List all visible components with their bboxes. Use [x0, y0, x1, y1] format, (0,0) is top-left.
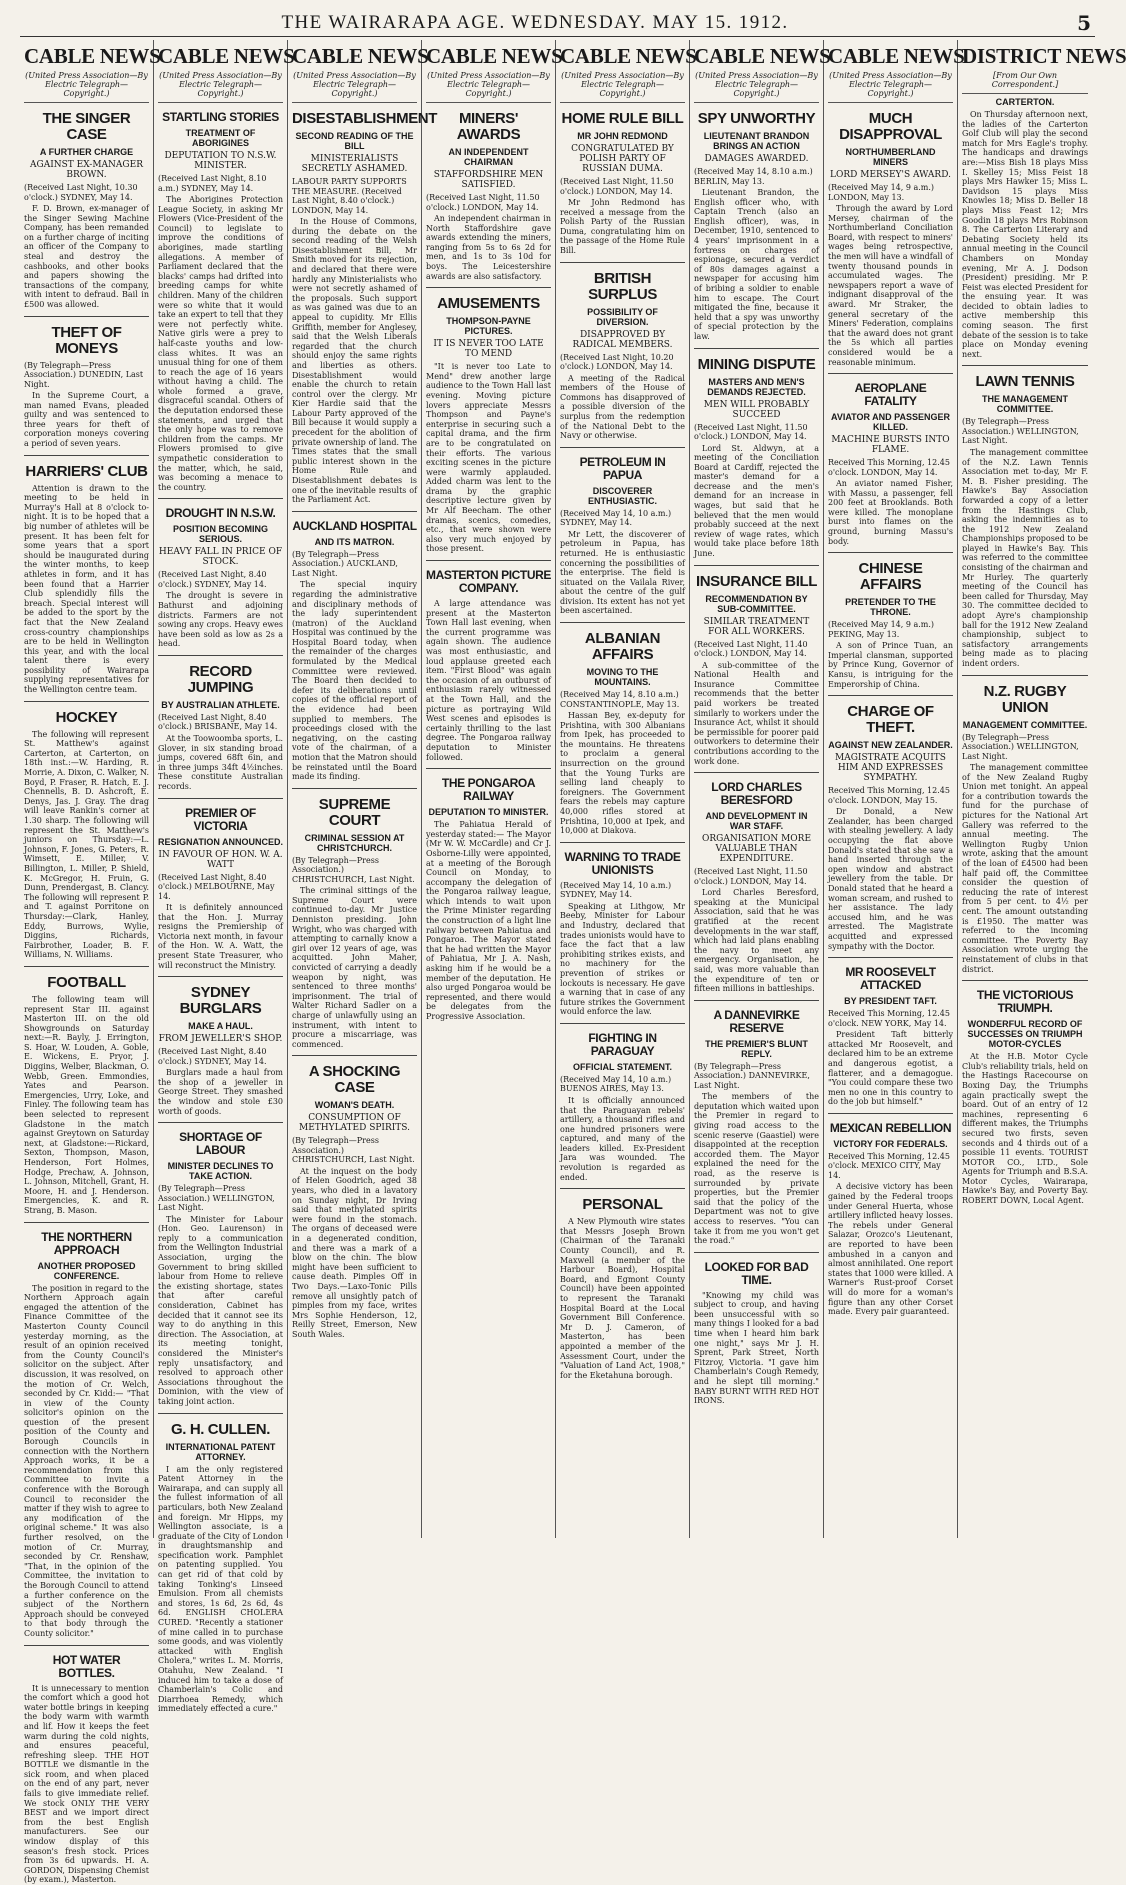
story-dateline: LABOUR PARTY SUPPORTS THE MEASURE. (Received Last Night, 8.40 o'clock.) LONDON, May 14.	[292, 177, 407, 215]
story-divider	[24, 316, 149, 317]
story-subheading: LIEUTENANT BRANDON BRINGS AN ACTION	[703, 131, 810, 151]
columns-container	[20, 40, 1126, 1885]
news-column	[20, 40, 161, 1885]
story-headline: HOME RULE BILL	[561, 110, 684, 127]
story-subheading: NORTHUMBERLAND MINERS	[845, 147, 936, 167]
story-subheading: RECOMMENDATION BY SUB-COMMITTEE.	[705, 593, 808, 614]
story-dateline: (Received Last Night, 10.30 o'clock.) SYDNEY, May 14.	[24, 183, 138, 202]
story-headline: THE PONGAROA RAILWAY	[441, 776, 536, 804]
story-divider	[158, 1122, 283, 1123]
masthead	[20, 10, 1095, 37]
story-dateline: (Received May 14, 10 a.m.) SYDNEY, May 14.	[560, 508, 672, 528]
story-divider	[694, 1000, 819, 1001]
story-body: Lieutenant Brandon, the English officer who, with Captain Trench (also an English officer), was, in December, 1910, sentenced to 4 years' imprisonment in a fortress on charges of espionage, secured a verdict of 80s damages against a newspaper for accusing him of bribing a soldier to enable him to escape. The Court mitigated the fine, because it held that a spy was unworthy of special protection by the law.	[694, 188, 819, 341]
story-dateline: (Received May 14, 10 a.m.) BUENOS AIRES, May 13.	[560, 1074, 672, 1094]
story-subheading: VICTORY FOR FEDERALS.	[833, 1138, 948, 1149]
story-body: The drought is severe in Bathurst and adjoining districts. Farmers are not sowing any crops. Heavy ewes have been sold as low as 2s a head.	[158, 591, 283, 649]
district-news-source: [From Our Own Correspondent.]	[962, 71, 1088, 94]
story-body: President Taft bitterly attacked Mr Roosevelt, and declared him to be an extreme and dangerous egotist, a flatterer, and a demagogue. "You could compare these two men no one in this country to do the job but himself."	[828, 1030, 953, 1107]
story-body: The management committee of the N.Z. Lawn Tennis Association met to-day, Mr F. M. B. Fisher presiding. The Hawke's Bay Association forwarded a copy of a letter from the Hastings Club, asking the indemnities as to the 1912 New Zealand Championships proposed to be played in Hawke's Bay. This was referred to the committee consisting of the chairman and Mr Hurley. The quarterly meeting of the Council has been called for Thursday, May 30. The committee decided to adopt Ayre's championship ball for the 1912 New Zealand championship, subject to satisfactory arrangements being made as to placing indent orders.	[962, 447, 1088, 668]
story-dateline: (By Telegraph—Press Association.) WELLINGTON, Last Night.	[962, 732, 1079, 761]
story-subheading: BY AUSTRALIAN ATHLETE.	[161, 699, 280, 710]
cable-news-header: CABLE NEWS	[560, 44, 697, 68]
story-headline: MASTERTON PICTURE COMPANY.	[426, 568, 551, 596]
news-column	[422, 40, 563, 1538]
story-headline: INSURANCE BILL	[695, 572, 818, 590]
story-headline: THEFT OF MONEYS	[51, 323, 122, 357]
story-dateline: (Received Last Night, 8.40 o'clock.) BRISBANE, May 14.	[158, 712, 278, 732]
story-body: It is officially announced that the Paraguayan rebels' artillery, a thousand rifles and one hundred prisoners were captured, and many of the leaders killed. Ex-President Jara was wounded. The revolution is regarded as ended.	[560, 1095, 685, 1182]
story-body: Attention is drawn to the meeting to be held in Murray's Hall at 8 o'clock to-night. It is to be hoped that a big number of athletes will be present. It has been felt for some years that a sport should be inaugurated during the winter months, to keep athletes in form, and it has been found that a Harrier Club splendidly fills the breach. Special interest will be added to the sport by the fact that the New Zealand cross-country championships are to be held in Wellington this year, and with the local talent there is every possibility of Wairarapa supplying representatives for the Wellington centre team.	[24, 483, 149, 695]
story-divider	[158, 976, 283, 977]
story-headline: THE SINGER CASE	[42, 110, 131, 143]
story-dateline: (Received Last Night, 11.40 o'clock.) LONDON, May 14.	[694, 639, 808, 659]
story-headline: G. H. CULLEN.	[171, 1420, 270, 1438]
story-divider	[560, 447, 685, 448]
cable-news-header: CABLE NEWS	[694, 44, 831, 68]
story-dateline: Received This Morning, 12.45 o'clock. NEW YORK, May 14.	[828, 1009, 950, 1028]
story-subheading-2: LORD MERSEY'S AWARD.	[830, 170, 951, 180]
story-body: A sub-committee of the National Health and Insurance Committee recommends that the better paid workers be treated similarly to workers under the Insurance Act, whilst it should be permissible for poorer paid outworkers to determine their contributions according to the work done.	[694, 660, 819, 766]
story-body: Through the award by Lord Mersey, chairman of the Northumberland Conciliation Board, with respect to miners' wages being retrospective, the men will have a windfall of twenty thousand pounds in accumulated wages. The newspapers report a wave of indignant disapproval of the award. Mr Straker, the general secretary of the Miners' Federation, complains that the award does not grant the 5s which all parties considered would be a reasonable minimum.	[828, 204, 953, 367]
story-body: The members of the deputation which waited upon the Premier in regard to giving road access to the scenic reserve (Gaastiel) were disappointed at the reception accorded them. The Mayor explained the need for the road, as the reserve is surrounded by private properties, but the Premier said that the policy of the Department was not to give access to reserves. "You can take it from me you won't get the road."	[694, 1092, 819, 1246]
story-divider	[158, 1413, 283, 1414]
story-body: F. D. Brown, ex-manager of the Singer Sewing Machine Company, has been remanded on a further charge of inciting an officer of the Company to steal and destroy the cashbooks, and other books and papers showing the transactions of the company, with intent to defraud. Bail in £500 was allowed.	[24, 204, 149, 309]
cable-news-source: (United Press Association—By Electric Telegraph—Copyright.)	[560, 71, 685, 103]
story-subheading: THE MANAGEMENT COMMITTEE.	[982, 394, 1068, 415]
story-divider	[426, 560, 551, 561]
story-divider	[426, 287, 551, 288]
story-headline: PERSONAL	[582, 1196, 663, 1214]
story-divider	[24, 455, 149, 456]
story-dateline: (Received Last Night, 11.50 o'clock.) LONDON, May 14.	[426, 193, 540, 212]
story-headline: AUCKLAND HOSPITAL	[292, 518, 417, 533]
story-body: A son of Prince Tuan, an Imperial clansman, supported by Prince Kung, Governor of Kansu, is intriguing for the Emperorship of China.	[828, 641, 953, 689]
story-body: Lord Charles Beresford, speaking at the Municipal Association, said that he was gratified at the recent developments in the war staff, which had laid plans enabling the navy to meet any emergency. Organisation, he said, was more valuable than the expenditure of ten or fifteen millions in battleships.	[694, 888, 819, 994]
story-headline: AMUSEMENTS	[437, 295, 540, 313]
story-headline: N.Z. RUGBY UNION	[983, 682, 1067, 716]
story-subheading: BY PRESIDENT TAFT.	[844, 996, 937, 1007]
story-subheading-2: IT IS NEVER TOO LATE TO MEND	[433, 339, 544, 360]
story-divider	[292, 1055, 417, 1056]
cable-news-header: CABLE NEWS	[828, 44, 965, 68]
story-divider	[694, 772, 819, 773]
story-headline: A SHOCKING CASE	[308, 1063, 401, 1097]
story-dateline: Received This Morning, 12.45 o'clock. MEXICO CITY, May 14.	[828, 1151, 950, 1180]
story-body: Hassan Bey, ex-deputy for Prishtina, with 300 Albanians from Ipek, has proceeded to the mountains. He threatens to proclaim a general insurrection on the ground that the Young Turks are selling land cheaply to foreigners. The Government fears the rebels may capture 40,000 rifles stored at Prishtina, 10,000 at Ipek, and 10,000 at Diakova.	[560, 711, 685, 836]
story-divider	[292, 788, 417, 789]
story-headline: MINING DISPUTE	[697, 355, 816, 373]
story-body: On Thursday afternoon next, the ladies of the Carterton Golf Club will play the second match for Mrs Eagle's trophy. The handicaps and drawings are:—Miss Bish 18 plays Miss I. Skelley 15; Miss Feist 18 plays Mrs Hawker 15; Miss L. Davidson 15 plays Miss Knowles 18; Miss D. Beller 18 plays Miss Feast 12; Mrs Goodin 18 plays Mrs Robinson 8. The Carterton Literary and Debating Society held its annual meeting in the Council Chambers on Monday evening, Mr A. J. Dodson (President) presiding. Mr P. Feist was elected President for the ensuing year. It was decided to obtain ladies to active membership this coming season. The first debate of the session is to take place on Monday evening next.	[962, 110, 1088, 359]
cable-news-header: CABLE NEWS	[292, 44, 429, 68]
cable-news-source: (United Press Association—By Electric Telegraph—Copyright.)	[292, 71, 417, 103]
story-body: In the Supreme Court, a man named Evans, pleaded guilty and was sentenced to three years for theft of corporation moneys covering a period of seven years.	[24, 391, 149, 448]
story-subheading-2: SIMILAR TREATMENT FOR ALL WORKERS.	[703, 616, 810, 637]
story-divider	[694, 348, 819, 349]
story-subheading: MR JOHN REDMOND	[577, 131, 668, 141]
story-dateline: (By Telegraph—Press Association.) WELLINGTON, Last Night.	[962, 417, 1079, 446]
story-subheading: POSSIBILITY OF DIVERSION.	[587, 306, 658, 327]
story-headline: MUCH DISAPPROVAL	[839, 110, 942, 143]
story-divider	[962, 675, 1088, 676]
story-dateline: (By Telegraph—Press Association.) DUNEDIN, Last Night.	[24, 360, 144, 389]
story-subheading: THE PREMIER'S BLUNT REPLY.	[705, 1038, 808, 1059]
story-divider	[694, 1252, 819, 1253]
story-headline: ALBANIAN AFFAIRS	[584, 630, 661, 664]
story-subheading: CRIMINAL SESSION AT CHRISTCHURCH.	[304, 832, 405, 853]
story-dateline: (Received Last Night, 8.40 o'clock.) MELBOURNE, May 14.	[158, 872, 275, 901]
story-body: The Pahiatua Herald of yesterday stated:— The Mayor (Mr W. W. McCardle) and Cr J. Osborne-Lilly were appointed, at a meeting of the Borough Council on Monday, to accompany the delegation of the Pongaroa railway league, which intends to wait upon the Prime Minister regarding the construction of a light line railway between Pahiatua and Pongaroa. The Mayor stated that he had written the Mayor of Pahiatua, Mr J. A. Nash, asking him if he would be a member of the deputation. He also urged Pongaroa would be represented, and there would be delegates from the Progressive Association.	[426, 820, 551, 1021]
story-headline: PETROLEUM IN PAPUA	[579, 454, 666, 482]
story-divider	[828, 695, 953, 696]
story-subheading-2: CONSUMPTION OF METHYLATED SPIRITS.	[298, 1113, 411, 1134]
story-subheading: TREATMENT OF ABORIGINES	[185, 128, 256, 148]
story-subheading-2: DEPUTATION TO N.S.W. MINISTER.	[164, 151, 277, 171]
story-subheading: MOVING TO THE MOUNTAINS.	[586, 667, 659, 688]
story-divider	[560, 622, 685, 623]
story-headline: LAWN TENNIS	[975, 373, 1075, 391]
story-subheading: DEPUTATION TO MINISTER.	[428, 807, 549, 818]
district-news-header: DISTRICT NEWS	[962, 44, 1126, 68]
newspaper-title: THE WAIRARAPA AGE. WEDNESDAY. MAY 15. 1912.	[281, 12, 789, 33]
story-body: In the House of Commons, during the debate on the second reading of the Welsh Disestablishment Bill, Mr Smith moved for its rejection, and declared that there were hardly any Ministerialists who were not secretly ashamed of the proposals. Such support as was gained was due to an appeal to cupidity. Mr Ellis Griffith, member for Anglesey, said that the Welsh Liberals regarded that the church should enjoy the same rights and liberties as others. Disestablishment would enable the church to retain control over the clergy. Mr Kier Hardie said that the Labour Party approved of the Bill because it would supply a precedent for the abolition of private ownership of land. The Times states that the small public interest shown in the Home Rule and Disestablishment debates is one of the inevitable results of the Parliament Act.	[292, 217, 417, 505]
story-subheading-2: MINISTERIALISTS SECRETLY ASHAMED.	[301, 154, 408, 174]
story-subheading: ANOTHER PROPOSED CONFERENCE.	[37, 1260, 136, 1281]
story-headline: WARNING TO TRADE UNIONISTS	[564, 849, 681, 877]
story-headline: CHARGE OF THEFT.	[847, 703, 934, 737]
story-body: A meeting of the Radical members of the House of Commons has disapproved of a possible diversion of the surplus from the redemption of the National Debt to the Navy or otherwise.	[560, 373, 685, 441]
story-headline: BRITISH SURPLUS	[588, 269, 657, 303]
story-dateline: (Received May 14, 8.10 a.m.) CONSTANTINOPLE, May 13.	[560, 690, 680, 709]
story-dateline: (Received May 14, 9 a.m.) LONDON, May 13.	[828, 183, 935, 202]
story-headline: PREMIER OF VICTORIA	[185, 805, 256, 833]
story-subheading-2: STAFFORDSHIRE MEN SATISFIED.	[433, 170, 544, 190]
story-body: At the Toowoomba sports, L. Glover, in six standing broad jumps, covered 68ft 6in, and in three jumps 34ft 4½inches. These constitute Australian records.	[158, 733, 283, 791]
story-headline: HARRIERS' CLUB	[25, 462, 148, 480]
story-divider	[158, 498, 283, 499]
story-divider	[158, 798, 283, 799]
story-body: A decisive victory has been gained by the Federal troops under General Huerta, whose artillery inflicted heavy losses. The rebels under General Salazar, Orozco's Lieutenant, are reported to have been ambushed in a canyon and almost annihilated. One report states that 1000 were killed. A Warner's Rust-proof Corset will do more for a woman's figure than any other Corset made. Every pair guaranteed.	[828, 1182, 953, 1317]
story-dateline: (Received May 14, 9 a.m.) PEKING, May 13.	[828, 620, 935, 639]
story-subheading: OFFICIAL STATEMENT.	[573, 1061, 672, 1072]
story-dateline: (By Telegraph—Press Association.) DANNEVIRKE, Last Night.	[694, 1061, 810, 1090]
story-body: It is unnecessary to mention the comfort which a good hot water bottle brings in keeping the body warm with warmth and lif. How it keeps the feet warm during the cold nights, and ensures peaceful, refreshing sleep. THE HOT BOTTLE we dismantle in the sick room, and when placed on the end of any part, never fails to give immediate relief. We stock ONLY THE VERY BEST and we import direct from the best English manufacturers. See our window display of this season's fresh stock. Prices from 3s 6d upwards. H. A. GORDON, Dispensing Chemist (by exam.), Masterton.	[24, 1683, 149, 1885]
story-body: A New Plymouth wire states that Messrs Joseph Brown (Chairman of the Taranaki County Council), and R. Maxwell (a member of the Harbour Board), Hospital Board, and Egmont County Council) have been appointed to represent the Taranaki Hospital Board at the Local Government Bill Conference. Mr D. J. Cameron, of Masterton, has been appointed a member of the Assessment Court, under the "Valuation of Land Act, 1908," for the Eketahuna borough.	[560, 1217, 685, 1380]
story-headline: A DANNEVIRKE RESERVE	[713, 1007, 800, 1035]
story-divider	[24, 1222, 149, 1223]
story-body: Mr John Redmond has received a message from the Polish Party of the Russian Duma, congratulating him on the passage of the Home Rule Bill.	[560, 198, 685, 255]
story-divider	[24, 701, 149, 702]
page-number: 5	[1077, 11, 1091, 35]
story-subheading: INTERNATIONAL PATENT ATTORNEY.	[165, 1441, 276, 1462]
story-dateline: (Received May 14, 8.10 a.m.) BERLIN, May 13.	[694, 167, 813, 186]
story-subheading-2: IN FAVOUR OF HON. W. A. WATT	[158, 849, 283, 870]
story-subheading-2: FROM JEWELLER'S SHOP.	[158, 1034, 283, 1045]
story-headline: THE NORTHERN APPROACH	[41, 1229, 132, 1257]
story-divider	[560, 1188, 685, 1189]
cable-news-header: CABLE NEWS	[158, 44, 295, 68]
story-body: The following will represent St. Matthew's against Carterton, at Carterton, on 18th inst.:—W. Harding, R. Morrie, A. Dixon, C. Walker, N. Boyd, P. Fraser, R. Hatch, E. J. Chennells, B. D. Ashcroft, E. Denys, Jas. J. Gray. The drag will leave Rankin's corner at 1.30 sharp. The following will represent the St. Matthew's juniors on Thursday:—L. Johnson, F. Jones, G. Peters, R. Wimsett, E. Miller, V. Billington, L. Miller, P. Shield, K. McGregor, H. Fruin, G. Dunn, Prendergast, B. Clancy. The following will represent P. and T. against Porritone on Thursday:—Clark, Hanley, Eddy, Burrows, Wylie, Diggins, Richards, Fairbrother, Loader, B. F. Williams, N. Williams.	[24, 729, 149, 960]
story-dateline: (Received Last Night, 11.50 o'clock.) LONDON, May 14.	[694, 867, 808, 886]
story-body: Dr Donald, a New Zealander, has been charged with stealing jewellery. A lady occupying the flat above Donald's stated that she saw a hand inserted through the open window and abstract jewellery from the table. Dr Donald stated that he heard a woman scream, and rushed to her assistance. The lady accused him, and he was arrested. The Magistrate acquitted and expressed sympathy with the Doctor.	[828, 807, 953, 951]
story-dateline: (By Telegraph—Press Association.) AUCKLAND, Last Night.	[292, 549, 398, 578]
story-body: Burglars made a haul from the shop of a jeweller in George Street. They smashed the window and stole £30 worth of goods.	[158, 1068, 283, 1116]
cable-news-source: (United Press Association—By Electric Telegraph—Copyright.)	[24, 71, 149, 103]
story-subheading: RESIGNATION ANNOUNCED.	[158, 836, 284, 847]
story-divider	[828, 373, 953, 374]
story-body: The Minister for Labour (Hon. Geo. Laurenson) in reply to a communication from the Wellington Industrial Association, urging the Government to bring skilled labour from Home to relieve the existing shortage, states that after careful consideration, Cabinet has decided that it cannot see its way to do anything in this direction. The Association, at its meeting tonight, considered the Minister's reply unsatisfactory, and resolved to approach other Associations throughout the Dominion, with the view of taking joint action.	[158, 1214, 283, 1406]
cable-news-source: (United Press Association—By Electric Telegraph—Copyright.)	[694, 71, 819, 103]
story-subheading: A FURTHER CHARGE	[39, 147, 134, 157]
story-subheading-2: MACHINE BURSTS INTO FLAME.	[831, 435, 950, 456]
news-column	[154, 40, 295, 1714]
news-column	[824, 40, 965, 1538]
story-subheading: AGAINST NEW ZEALANDER.	[828, 740, 953, 751]
story-dateline: (Received Last Night, 11.50 o'clock.) LONDON, May 14.	[560, 177, 674, 196]
story-divider	[560, 262, 685, 263]
story-body: The position in regard to the Northern Approach again engaged the attention of the Finance Committee of the Masterton County Council yesterday morning, as the result of an opinion received from the County Council's solicitor on the subject. After discussion, it was resolved, on the motion of Cr. Welch, seconded by Cr. Kidd:— "That in view of the County solicitor's opinion on the question of the present position of the County and Borough Councils in connection with the Northern Approach works, it be a recommendation from this Committee to invite a conference with the Borough Council to reconsider the matter if they wish to agree to any modification of the original scheme." It was also further resolved, on the motion of Cr. Murray, seconded by Cr. Renshaw, "That, in the opinion of the Committee, the invitation to the Borough Council to attend a further conference on the subject of the Northern Approach should be conveyed to that body through the County solicitor."	[24, 1283, 149, 1638]
news-column	[556, 40, 697, 1538]
cable-news-header: CABLE NEWS	[24, 44, 161, 68]
story-dateline: CARTERTON.	[995, 97, 1055, 107]
story-dateline: Received This Morning, 12.45 o'clock. LONDON, May 14.	[828, 458, 950, 477]
story-subheading-2: HEAVY FALL IN PRICE OF STOCK.	[158, 547, 283, 568]
story-divider	[292, 511, 417, 512]
story-dateline: (Received Last Night, 8.10 a.m.) SYDNEY, May 14.	[158, 174, 267, 193]
story-headline: HOCKEY	[55, 708, 118, 726]
story-divider	[828, 1113, 953, 1114]
cable-news-source: (United Press Association—By Electric Telegraph—Copyright.)	[426, 71, 551, 103]
story-subheading: AN INDEPENDENT CHAIRMAN	[448, 147, 529, 167]
news-column	[958, 40, 1126, 1538]
story-subheading-2: CONGRATULATED BY POLISH PARTY OF RUSSIAN DUMA.	[571, 144, 674, 174]
story-subheading-2: DAMAGES AWARDED.	[704, 154, 809, 164]
story-headline: MINERS' AWARDS	[456, 110, 521, 143]
story-subheading: MASTERS AND MEN'S DEMANDS REJECTED.	[707, 376, 806, 397]
story-body: "Knowing my child was subject to croup, and having been unsuccessful with so many things I looked for a bad time when I heard him bark one night," says Mr J. H. Sprent, Park Street, North Fitzroy, Victoria. "I gave him Chamberlain's Cough Remedy, and he slept till morning." BABY BURNT WITH RED HOT IRONS.	[694, 1290, 819, 1406]
story-dateline: (By Telegraph—Press Association.) CHRISTCHURCH, Last Night.	[292, 855, 415, 884]
story-dateline: (Received Last Night, 11.50 o'clock.) LONDON, May 14.	[694, 422, 808, 441]
story-dateline: (By Telegraph—Press Association.) WELLINGTON, Last Night.	[158, 1184, 275, 1213]
story-divider	[828, 552, 953, 553]
story-body: It is definitely announced that the Hon. J. Murray resigns the Premiership of Victoria next month, in favour of the Hon. W. A. Watt, the present State Treasurer, who will reconstruct the Ministry.	[158, 903, 283, 970]
story-subheading: POSITION BECOMING SERIOUS.	[172, 524, 268, 545]
story-body: The criminal sittings of the Supreme Court were continued to-day. Mr Justice Denniston presiding. John Wright, who was charged with attempting to carnally know a girl over 12 years of age, was acquitted. John Maher, convicted of carrying a deadly weapon by night, was sentenced to three months' imprisonment. The trial of Walter Richard Sadler on a charge of unlawfully using an instrument, with intent to procure a miscarriage, was commenced.	[292, 886, 417, 1049]
story-subheading-2: AGAINST EX-MANAGER BROWN.	[30, 160, 143, 180]
story-headline: MR ROOSEVELT ATTACKED	[845, 965, 936, 993]
story-subheading: WONDERFUL RECORD OF SUCCESSES ON TRIUMPH MOTOR-CYCLES	[967, 1019, 1083, 1050]
story-body: I am the only registered Patent Attorney in the Wairarapa, and can supply all the fullest information of all particulars, both New Zealand and foreign. Mr Hipps, my Wellington associate, is a graduate of the City of London in draughtsmanship and specification work. Pamphlet on patenting supplied. You can get rid of that cold by taking Tonking's Linseed Emulsion. From all chemists and stores, 1s 6d, 2s 6d, 4s 6d. ENGLISH CHOLERA CURED. "Recently a stationer of mine called in to purchase some goods, and was violently attacked with English Cholera," writes L. M. Morris, Otahuhu, New Zealand. "I induced him to take a dose of Chamberlain's Colic and Diarrhoea Remedy, which immediately effected a cure."	[158, 1464, 283, 1714]
story-headline: DROUGHT IN N.S.W.	[165, 506, 276, 521]
story-dateline: (Received May 14, 10 a.m.) SYDNEY, May 14.	[560, 880, 672, 900]
story-subheading-2: DISAPPROVED BY RADICAL MEMBERS.	[572, 329, 673, 350]
story-subheading: AVIATOR AND PASSENGER KILLED.	[830, 412, 950, 433]
cable-news-source: (United Press Association—By Electric Telegraph—Copyright.)	[158, 71, 283, 103]
story-divider	[962, 980, 1088, 981]
story-subheading: PRETENDER TO THE THRONE.	[845, 597, 936, 618]
story-subheading: MINISTER DECLINES TO TAKE ACTION.	[167, 1161, 274, 1182]
story-subheading-2: ORGANISATION MORE VALUABLE THAN EXPENDITURE.	[701, 834, 812, 865]
story-headline: HOT WATER BOTTLES.	[52, 1652, 121, 1680]
story-divider	[560, 1023, 685, 1024]
story-headline: LOOKED FOR BAD TIME.	[704, 1259, 809, 1287]
story-headline: STARTLING STORIES	[162, 110, 279, 124]
story-divider	[694, 565, 819, 566]
story-headline: THE VICTORIOUS TRIUMPH.	[976, 988, 1074, 1016]
cable-news-header: CABLE NEWS	[426, 44, 563, 68]
story-divider	[24, 1645, 149, 1646]
story-headline: SPY UNWORTHY	[697, 110, 816, 127]
story-body: "It is never too Late to Mend" drew another large audience to the Town Hall last evening. Moving picture lovers appreciate Messrs Thompson and Payne's enterprise in securing such a capital drama, and the firm are to be congratulated on their efforts. The various exciting scenes in the picture were warmly applauded. Added charm was lent to the drama by the graphic descriptive lecture given by Mr Alf Beecham. The other dramas, scenics, comedies, etc., that were shown were also very much enjoyed by those present.	[426, 362, 551, 554]
story-divider	[828, 957, 953, 958]
story-subheading: THOMPSON-PAYNE PICTURES.	[446, 316, 531, 337]
story-headline: DISESTABLISHMENT	[292, 110, 437, 127]
story-dateline: (By Telegraph—Press Association.) CHRISTCHURCH, Last Night.	[292, 1136, 415, 1165]
story-body: A large attendance was present at the Masterton Town Hall last evening, when the current programme was again shown. The audience was most enthusiastic, and loud applause greeted each item. "First Blood" was again the occasion of an outburst of enthusiasm rarely witnessed at the Town Hall, and the picture as portraying Wild West scenes and episodes is certainly thrilling to the last degree. The Pongaroa railway deputation to Minister followed.	[426, 599, 551, 762]
story-headline: MEXICAN REBELLION	[829, 1120, 952, 1135]
story-dateline: (Received Last Night, 10.20 o'clock.) LONDON, May 14.	[560, 352, 674, 372]
cable-news-source: (United Press Association—By Electric Telegraph—Copyright.)	[828, 71, 953, 103]
story-headline: RECORD JUMPING	[187, 662, 254, 696]
story-divider	[24, 966, 149, 967]
story-headline: SUPREME COURT	[318, 795, 391, 829]
story-headline: FIGHTING IN PARAGUAY	[588, 1030, 657, 1058]
story-headline: SYDNEY BURGLARS	[179, 984, 262, 1018]
story-body: Lord St. Aldwyn, at a meeting of the Conciliation Board at Cardiff, rejected the master's demand for a decrease and the men's demand for an increase in wages, but said that he believed that the men would probably succeed at the next review of wage rates, which would take place before 18th June.	[694, 443, 819, 559]
story-subheading: SECOND READING OF THE BILL	[295, 131, 414, 151]
story-headline: LORD CHARLES BERESFORD	[711, 780, 802, 808]
story-body: The following team will represent Star III. against Masterton III. on the old Showgrounds on Saturday next:—R. Bayly, J. Errington, S. Hoar, W. Louden, A. Goble, E. Wickens, E. Pryor, J. Diggins, Welber, Blackman, O. Webb, Green. Emmondies, Yates and Pearson. Emergencies, Urry, Loke, and Finley. The following team has been selected to represent Gladstone in the match against Greytown on Saturday next, at Gladstone:—Rickard, Sexton, Thompson, Mason, Henderson, Fort Holmes, Hodge, Prechaw, A. Johnson, L. Johnson, Mitchell, Grant, H. Moore, H. and J. Henderson. Emergencies, K. and R. Strang, B. Mason.	[24, 994, 149, 1215]
story-subheading: DISCOVERER ENTHUSIASTIC.	[587, 485, 657, 506]
story-body: Speaking at Lithgow, Mr Beeby, Minister for Labour and Industry, declared that trades unionists would have to face the fact that a law prohibiting strikes exists, and no machinery for the prevention of strikes or lockouts is necessary. He gave a warning that in case of any future strikes the Government would enforce the law.	[560, 901, 685, 1017]
story-divider	[560, 842, 685, 843]
story-body: The Aborigines Protection League Society, in asking Mr Flowers (Vice-President of the Council) to legislate to improve the conditions of aborigines, made startling allegations. A member of Parliament declared that the blacks' camps had drifted into breeding camps for white children. Many of the children were so white that it would take an expert to tell that they were not perfectly white. Native girls were a prey to half-caste youths and low-class whites. It was an unusual thing for one of them to reach the age of 16 years without having a child. The whole formed a grave, disgraceful scandal. Others of the deputation endorsed these statements, and urged that the only hope was to remove children from the camps. Mr Flowers promised to give sympathetic consideration to the matter, which, he said, was becoming a menace to the country.	[158, 195, 283, 492]
story-body: Mr Lett, the discoverer of petroleum in Papua, has returned. He is enthusiastic concerning the possibilities of the enterprise. The field is situated on the Vailala River, about the centre of the gulf division. Its extent has not yet been ascertained.	[560, 529, 685, 616]
story-subheading: AND DEVELOPMENT IN WAR STAFF.	[705, 811, 808, 832]
story-body: The management committee of the New Zealand Rugby Union met tonight. An appeal for a contribution towards the fund for the purchase of pictures for the National Art Gallery was referred to the annual meeting. The Wellington Rugby Union wrote, asking that the amount of the loan of £4500 had been half paid off, the Committee consider the question of reducing the rate of interest from 5 per cent. to 4½ per cent. The amount outstanding is £1950. The matter was referred to the incoming committee. The Poverty Bay Association wrote urging the reinstatement of clubs in that district.	[962, 763, 1088, 974]
story-dateline: (Received Last Night, 8.40 o'clock.) SYDNEY, May 14.	[158, 1047, 267, 1066]
news-column	[288, 40, 437, 1538]
story-dateline: (Received Last Night, 8.40 o'clock.) SYDNEY, May 14.	[158, 570, 267, 589]
story-divider	[158, 655, 283, 656]
story-body: The special inquiry regarding the administrative and disciplinary methods of the lady superintendent (matron) of the Auckland Hospital was continued by the Hospital Board today, when the remainder of the charges formulated by the Medical Committee were reviewed. The Board then decided to defer its deliberations until copies of the official report of the evidence had been supplied to members. The proceedings closed with the negativing, on the casting vote of the chairman, of a motion that the Matron should be reinstated until the Board made its finding.	[292, 580, 417, 782]
story-divider	[962, 365, 1088, 366]
story-subheading: WOMAN'S DEATH.	[314, 1100, 395, 1111]
story-divider	[426, 768, 551, 769]
story-headline: FOOTBALL	[47, 973, 126, 991]
story-subheading: AND ITS MATRON.	[314, 536, 395, 547]
story-headline: SHORTAGE OF LABOUR	[179, 1130, 262, 1158]
story-body: An aviator named Fisher, with Massu, a passenger, fell 200 feet at Brooklands. Both were killed. The monoplane burst into flames on the ground, burning Massu's body.	[828, 479, 953, 546]
story-subheading: MANAGEMENT COMMITTEE.	[962, 719, 1088, 730]
news-column	[690, 40, 831, 1538]
story-dateline: Received This Morning, 12.45 o'clock. LONDON, May 15.	[828, 786, 950, 805]
story-headline: CHINESE AFFAIRS	[858, 560, 923, 594]
story-headline: AEROPLANE FATALITY	[854, 381, 927, 409]
story-subheading-2: MAGISTRATE ACQUITS HIM AND EXPRESSES SYMPATHY.	[835, 753, 946, 784]
story-body: At the H.B. Motor Cycle Club's reliability trials, held on the Hastings Racecourse on Boxing Day, the Triumphs again practically swept the board. Out of an entry of 12 machines, representing 6 different makes, the Triumphs secured two firsts, seven seconds and 4 thirds out of a possible 11 events. TOURIST MOTOR CO., LTD., Sole Agents for Triumph and B.S.A. Motor Cycles, Wairarapa, Hawke's Bay, and Poverty Bay. ROBERT DOWN, Local Agent.	[962, 1052, 1088, 1206]
story-subheading: MAKE A HAUL.	[188, 1021, 253, 1032]
story-body: At the inquest on the body of Helen Goodrich, aged 38 years, who died in a lavatory on Sunday night, Dr Irving said that methylated spirits were found in the stomach. The organs of deceased were in a degenerated condition, and there was a mark of a blow on the chin. The blow might have been sufficient to cause death. Pimples Off in Two Days.—Laxo-Tonic Pills remove all unsightly patch of pimples from my face, writes Mrs Sophie Henderson, 12, Reilly Street, Emerson, New South Wales.	[292, 1166, 417, 1339]
story-subheading-2: MEN WILL PROBABLY SUCCEED	[703, 399, 810, 420]
story-body: An independent chairman in North Staffordshire gave awards extending the miners, ranging from 5s to 6s 2d for men, and 1s to 3s 10d for boys. The Leicestershire awards are also satisfactory.	[426, 214, 551, 281]
